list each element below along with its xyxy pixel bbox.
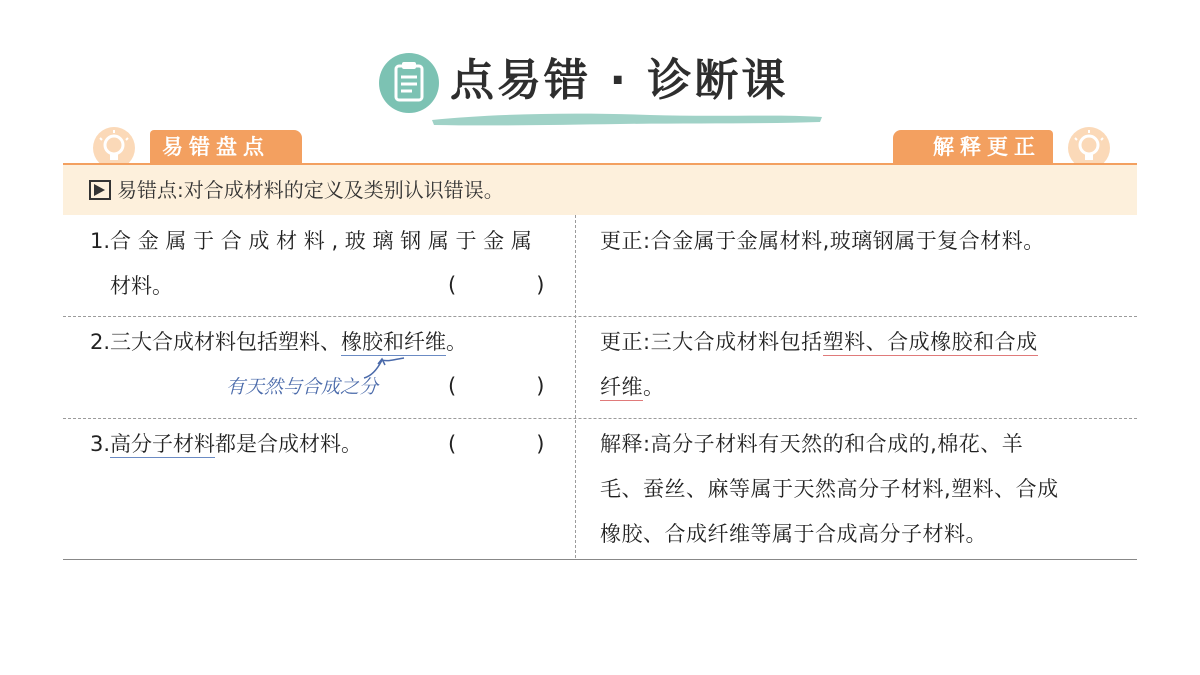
question-2-underlined: 橡胶和纤维 [341, 330, 447, 354]
error-point-banner [63, 165, 1137, 215]
explanation-3-line-1: 解释:高分子材料有天然的和合成的,棉花、羊 [600, 432, 1024, 456]
answer-blank[interactable]: ( ) [448, 374, 545, 398]
correction-2-highlight: 塑料、合成橡胶和合成 [822, 330, 1038, 354]
tab-error-inventory-label: 易错盘点 [150, 130, 302, 164]
handwritten-annotation: 有天然与合成之分 [226, 376, 379, 398]
correction-2-prefix: 更正:三大合成材料包括 [600, 330, 823, 354]
column-divider [575, 215, 576, 558]
clipboard-icon [378, 52, 440, 114]
row-divider [63, 418, 1137, 419]
correction-1-text: 更正:合金属于金属材料,玻璃钢属于复合材料。 [600, 229, 1045, 253]
page-title: 点易错 · 诊断课 [450, 55, 789, 106]
explanation-3-line-3: 橡胶、合成纤维等属于合成高分子材料。 [600, 522, 987, 546]
correction-2-suffix: 。 [643, 375, 665, 399]
row-divider [63, 316, 1137, 317]
correction-1 [600, 219, 1120, 264]
question-1-line-2: 材料。 [110, 274, 173, 298]
question-2-suffix: 。 [446, 330, 468, 354]
explanation-3 [600, 422, 1120, 557]
brush-stroke-decoration [430, 108, 825, 128]
error-point-text: 易错点:对合成材料的定义及类别认识错误。 [117, 178, 504, 202]
tab-explanation-correction-label: 解释更正 [893, 130, 1053, 164]
question-1-line-1: 1.合 金 属 于 合 成 材 料 , 玻 璃 钢 属 于 金 属 [90, 229, 532, 253]
question-3-suffix: 都是合成材料。 [215, 432, 363, 456]
explanation-3-line-2: 毛、蚕丝、麻等属于天然高分子材料,塑料、合成 [600, 477, 1059, 501]
play-arrow-icon [89, 180, 111, 200]
answer-blank[interactable]: ( ) [448, 432, 545, 456]
lesson-header [0, 48, 1200, 128]
tab-error-inventory [92, 130, 302, 164]
question-2-prefix: 2.三大合成材料包括塑料、 [90, 330, 342, 354]
tab-explanation-correction [893, 130, 1111, 164]
table-bottom-border [63, 559, 1137, 560]
correction-2-highlight-cont: 纤维 [600, 375, 643, 399]
question-3-prefix: 3. [90, 432, 111, 456]
correction-2 [600, 320, 1120, 410]
question-3-underlined: 高分子材料 [110, 432, 216, 456]
question-2 [90, 320, 560, 365]
answer-blank[interactable]: ( ) [448, 273, 545, 297]
